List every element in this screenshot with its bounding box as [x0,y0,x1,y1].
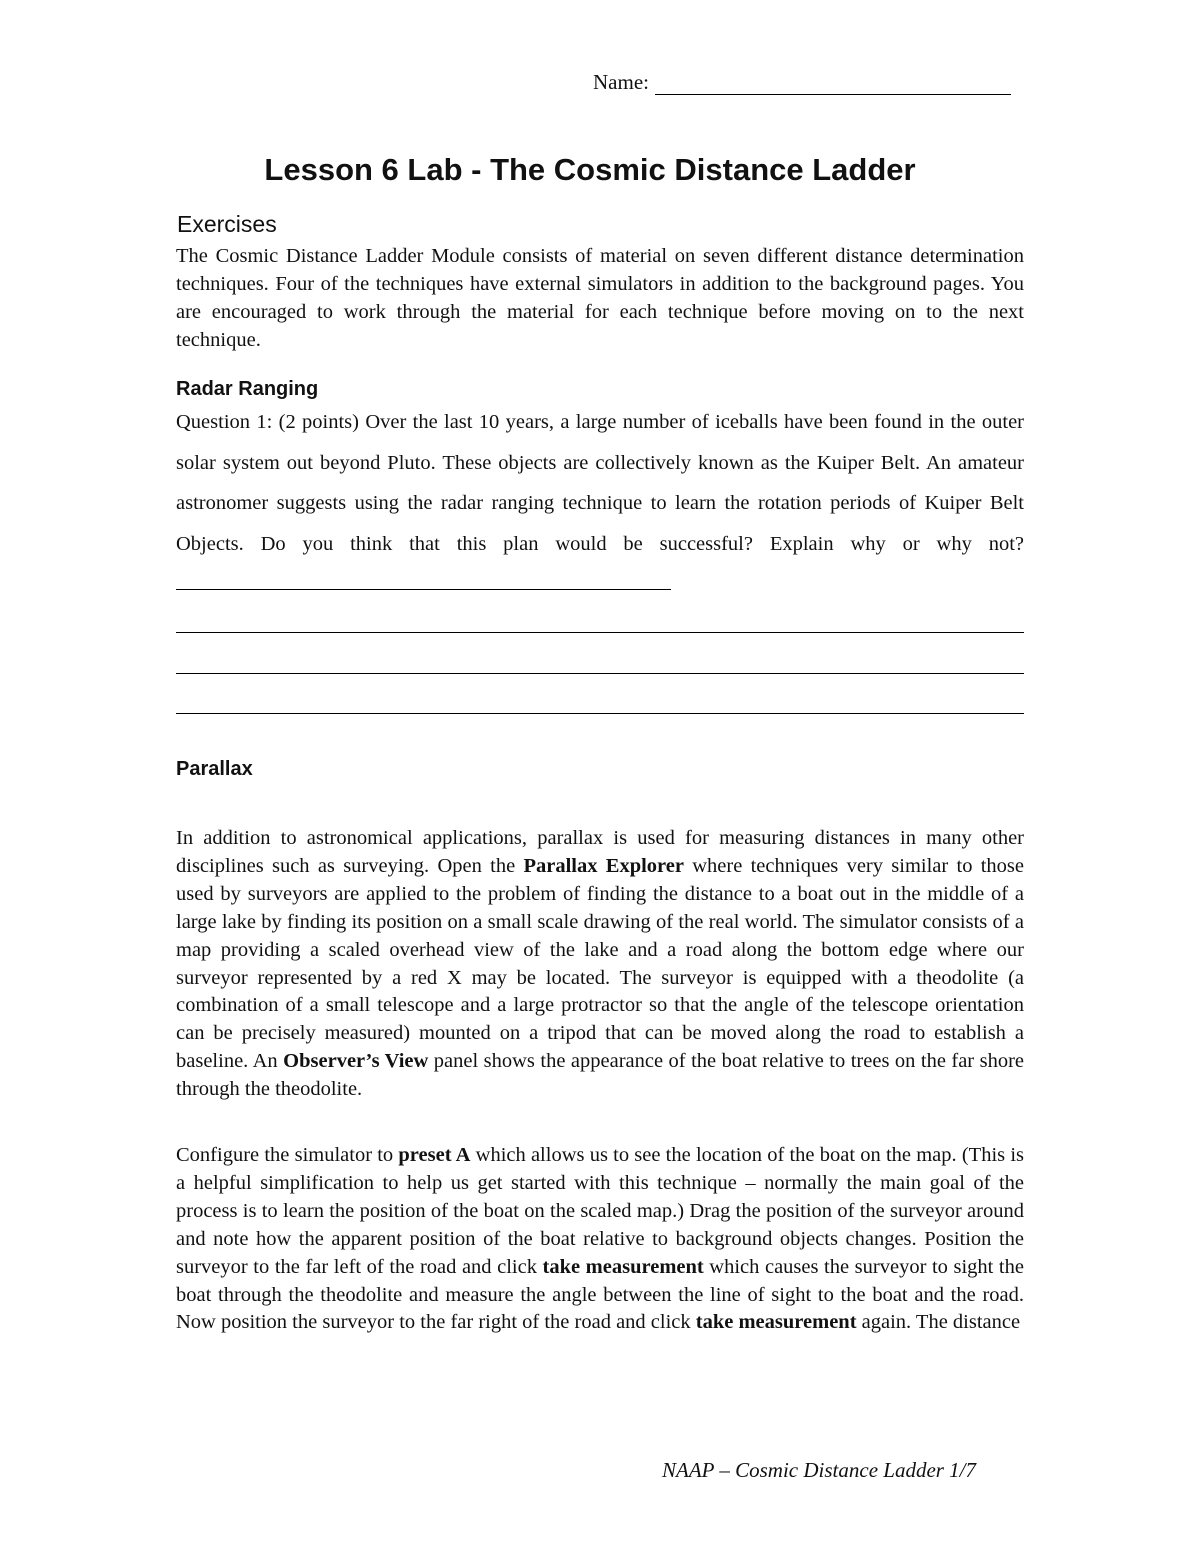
exercises-heading: Exercises [177,211,277,237]
parallax-p1-text: In addition to astronomical applications, parallax is used for measuring distances in many other disciplines such as surveying. Open the [176,827,1024,877]
exercises-intro-paragraph: The Cosmic Distance Ladder Module consists of material on seven different distance determination techniques. Four of the techniques have external simulators in addition to the background pages. You are encouraged to work through the material for each technique before moving on to the next technique. [176,245,1024,351]
name-field-row [593,70,1011,95]
parallax-p2-text: which causes the surveyor to sight the boat through the theodolite and measure the angle between the line of sight to the boat and the road. Now position the surveyor to the far right of the road and click [176,1255,1024,1334]
parallax-p1-text: panel shows the appearance of the boat relative to trees on the far shore through the theodolite. [176,1050,1025,1101]
answer-line-2[interactable] [176,673,1024,674]
parallax-p2-text: Configure the simulator to [176,1144,399,1166]
parallax-paragraph-2 [176,1142,1024,1337]
take-measurement-term: take measurement [695,1311,857,1334]
observers-view-term: Observer’s View [283,1050,429,1073]
parallax-p2-text: again. The distance [856,1311,1021,1334]
name-label: Name: [593,70,649,94]
radar-ranging-heading: Radar Ranging [176,378,319,400]
parallax-p1-text: where techniques very similar to those used by surveyors are applied to the problem of finding the distance to a boat out in the middle of a large lake by finding its position on a small scale drawing of the real world. The simulator consists of a map providing a scaled overhead view of the lake and a road along the bottom edge where our surveyor represented by a red X may be located. The surveyor is equipped with a theodolite (a combination of a small telescope and a large protractor so that the angle of the telescope orientation can be precisely measured) mounted on a tripod that can be moved along the road to establish a baseline. An [176,854,1024,1073]
answer-line-1[interactable] [176,632,1024,633]
parallax-paragraph-1 [176,825,1024,1104]
question-1-paragraph [176,402,1024,605]
parallax-explorer-term: Parallax Explorer [523,854,684,877]
page-footer: NAAP – Cosmic Distance Ladder 1/7 [662,1458,977,1482]
answer-line-3[interactable] [176,713,1024,714]
take-measurement-term: take measurement [542,1255,704,1278]
parallax-heading: Parallax [176,758,253,780]
name-blank-line[interactable] [655,72,1011,95]
parallax-p2-text: which allows us to see the location of the boat on the map. (This is a helpful simplification to help us get started with this technique – normally the main goal of the process is to learn the position of the boat on the scaled map.) Drag the position of the surveyor around and note how the apparent position of the boat relative to background objects changes. Position the surveyor to the far left of the road and click [176,1144,1025,1278]
preset-a-term: preset A [398,1144,471,1166]
question-1-text: Question 1: (2 points) Over the last 10 years, a large number of iceballs have been found in the outer solar system out beyond Pluto. These objects are collectively known as the Kuiper Belt. An amateur astronomer suggests using the radar ranging technique to learn the rotation periods of Kuiper Belt Objects. Do you think that this plan would be successful? Explain why or why not? [176,411,1024,555]
answer-line-inline[interactable] [176,571,671,590]
page-title: Lesson 6 Lab - The Cosmic Distance Ladder [264,152,916,187]
